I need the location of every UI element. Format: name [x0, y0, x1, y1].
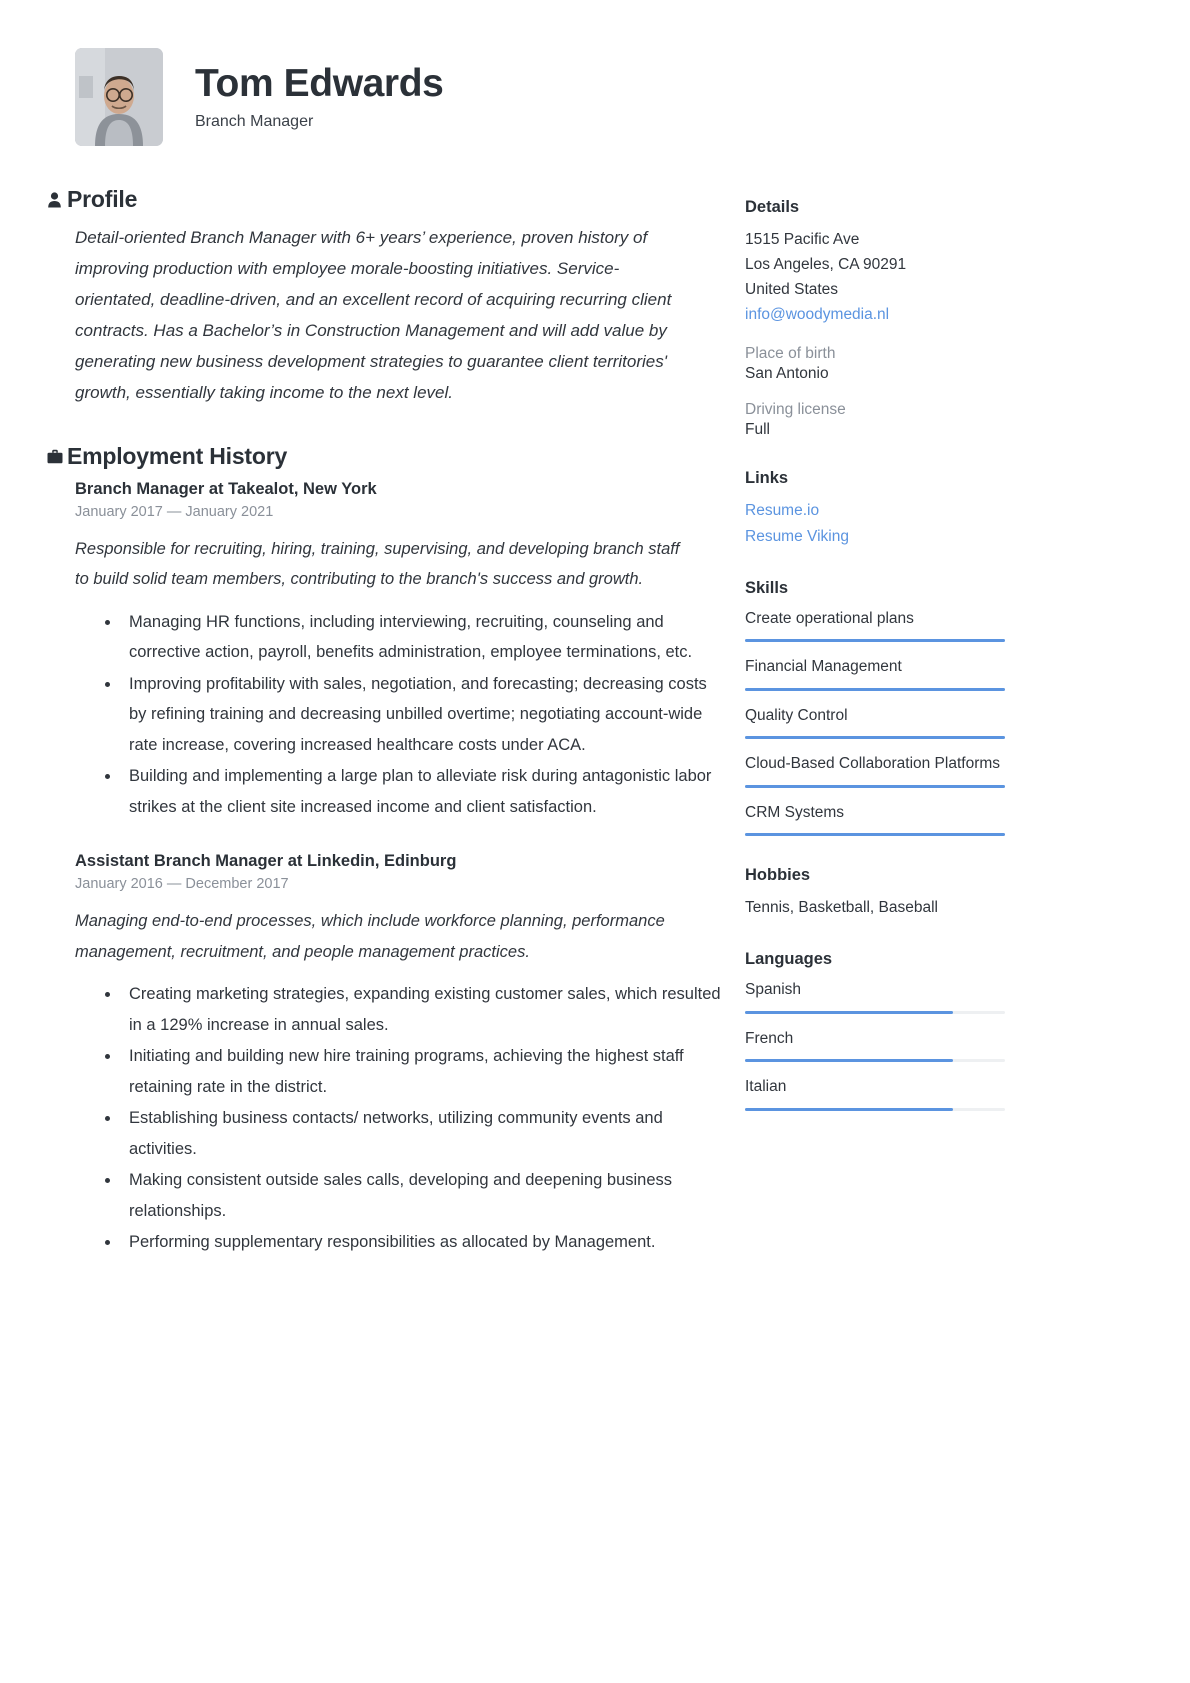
job-description: Responsible for recruiting, hiring, training, supervising, and developing branch staff to build solid team members, contributing to the branch's success and growth. — [75, 539, 680, 589]
skill-item — [745, 705, 1045, 739]
job-dates: January 2017 — January 2021 — [75, 503, 274, 520]
briefcase-icon — [47, 449, 67, 464]
job-bullet: • Creating marketing strategies, expanding existing customer sales, which resulted in a 129% increase in annual sales. — [121, 979, 721, 1040]
languages-section — [745, 950, 1045, 1110]
skill-bar-track — [745, 785, 1005, 788]
job-dates: January 2016 — December 2017 — [75, 876, 289, 893]
job-bullet: • Managing HR functions, including interviewing, recruiting, counseling and corrective action, payroll, benefits administration, employee terminations, etc. — [121, 607, 721, 668]
hobbies-title: Hobbies — [745, 866, 811, 884]
section-spacer — [75, 409, 730, 443]
main-column — [67, 186, 730, 1260]
skill-label: Cloud-Based Collaboration Platforms — [745, 755, 1001, 773]
employment-title: Employment History — [67, 442, 288, 469]
skill-item — [745, 608, 1045, 642]
job-entry — [75, 852, 730, 1258]
email-link[interactable]: info@woodymedia.nl — [745, 306, 890, 324]
job-bullet: • Building and implementing a large plan to alleviate risk during antagonistic labor strikes at the client site increased income and client satisfaction. — [121, 761, 721, 822]
employment-heading — [67, 442, 730, 470]
sidebar — [745, 186, 1045, 1260]
hobbies-section — [745, 866, 1045, 920]
languages-title: Languages — [745, 950, 833, 969]
language-bar-track — [745, 1059, 1005, 1062]
language-bar-fill — [745, 1108, 953, 1111]
skill-item — [745, 656, 1045, 690]
skill-bar-fill — [745, 785, 1005, 788]
person-icon — [47, 192, 67, 208]
link-item[interactable]: Resume.io — [745, 502, 820, 520]
links-section — [745, 469, 1045, 548]
skill-label: Quality Control — [745, 706, 848, 724]
country: United States — [745, 281, 839, 299]
skill-label: Financial Management — [745, 658, 902, 676]
skill-bar-fill — [745, 639, 1005, 642]
job-entry — [75, 480, 730, 823]
links-title: Links — [745, 469, 789, 488]
language-bar-fill — [745, 1059, 953, 1062]
skill-bar-track — [745, 736, 1005, 739]
content-columns — [0, 186, 1190, 1260]
place-of-birth-label: Place of birth — [745, 345, 836, 363]
profile-text: Detail-oriented Branch Manager with 6+ years’ experience, proven history of improving production with employee morale-boosting initiatives. Service- orientated, deadline-driven, and an excellent record of acquiring recurring client contracts. Has a Bachelor’s in Construction Management and will add value by generating new business development strategies to guarantee client territories' growth, essentially taking income to the next level. — [75, 228, 672, 402]
job-bullet-list — [121, 607, 721, 823]
place-of-birth-value: San Antonio — [745, 365, 829, 383]
profile-heading — [67, 186, 730, 213]
driving-license-label: Driving license — [745, 401, 846, 419]
skill-item — [745, 753, 1045, 787]
skill-bar-fill — [745, 833, 1005, 836]
details-section — [745, 198, 1045, 439]
skill-bar-track — [745, 833, 1005, 836]
skill-bar-fill — [745, 736, 1005, 739]
job-bullet: • Establishing business contacts/ networks, utilizing community events and activities. — [121, 1103, 721, 1164]
skill-bar-track — [745, 639, 1005, 642]
job-heading: Assistant Branch Manager at Linkedin, Edinburg — [75, 852, 457, 871]
job-bullet: • Performing supplementary responsibilities as allocated by Management. — [121, 1227, 721, 1258]
skill-bar-track — [745, 688, 1005, 691]
address-line-2: Los Angeles, CA 90291 — [745, 256, 907, 274]
language-item — [745, 1076, 1045, 1110]
driving-license-value: Full — [745, 421, 770, 439]
skills-section — [745, 579, 1045, 836]
language-bar-fill — [745, 1011, 953, 1014]
skill-label: CRM Systems — [745, 803, 845, 821]
link-item[interactable]: Resume Viking — [745, 527, 849, 545]
job-bullet: • Improving profitability with sales, negotiation, and forecasting; decreasing costs by refining training and decreasing unbilled overtime; negotiating account-wide rate increase, covering increased healthcare costs under ACA. — [121, 669, 721, 761]
job-bullet: • Initiating and building new hire training programs, achieving the highest staff retaining rate in the district. — [121, 1041, 721, 1102]
address-line-1: 1515 Pacific Ave — [745, 231, 860, 248]
job-title: Branch Manager — [195, 112, 314, 130]
hobbies-text: Tennis, Basketball, Baseball — [745, 899, 939, 916]
language-item — [745, 1028, 1045, 1062]
resume-header — [0, 0, 1190, 146]
job-description: Managing end-to-end processes, which include workforce planning, performance management, recruitment, and people management practices. — [75, 912, 665, 961]
language-label: French — [745, 1029, 794, 1047]
language-bar-track — [745, 1011, 1005, 1014]
language-label: Italian — [745, 1078, 787, 1096]
language-item — [745, 979, 1045, 1013]
details-title: Details — [745, 198, 800, 216]
skill-label: Create operational plans — [745, 609, 914, 627]
language-bar-track — [745, 1108, 1005, 1111]
skill-bar-fill — [745, 688, 1005, 691]
job-bullet: • Making consistent outside sales calls, developing and deepening business relationships. — [121, 1165, 721, 1226]
profile-section — [67, 186, 730, 409]
avatar — [75, 48, 163, 146]
job-heading: Branch Manager at Takealot, New York — [75, 479, 377, 498]
employment-section — [67, 442, 730, 1258]
job-bullet-list — [121, 979, 721, 1258]
skill-item — [745, 802, 1045, 836]
name-block — [195, 63, 443, 131]
profile-title: Profile — [67, 186, 138, 212]
page-title: Tom Edwards — [195, 62, 444, 106]
language-label: Spanish — [745, 981, 802, 999]
skills-title: Skills — [745, 578, 789, 597]
